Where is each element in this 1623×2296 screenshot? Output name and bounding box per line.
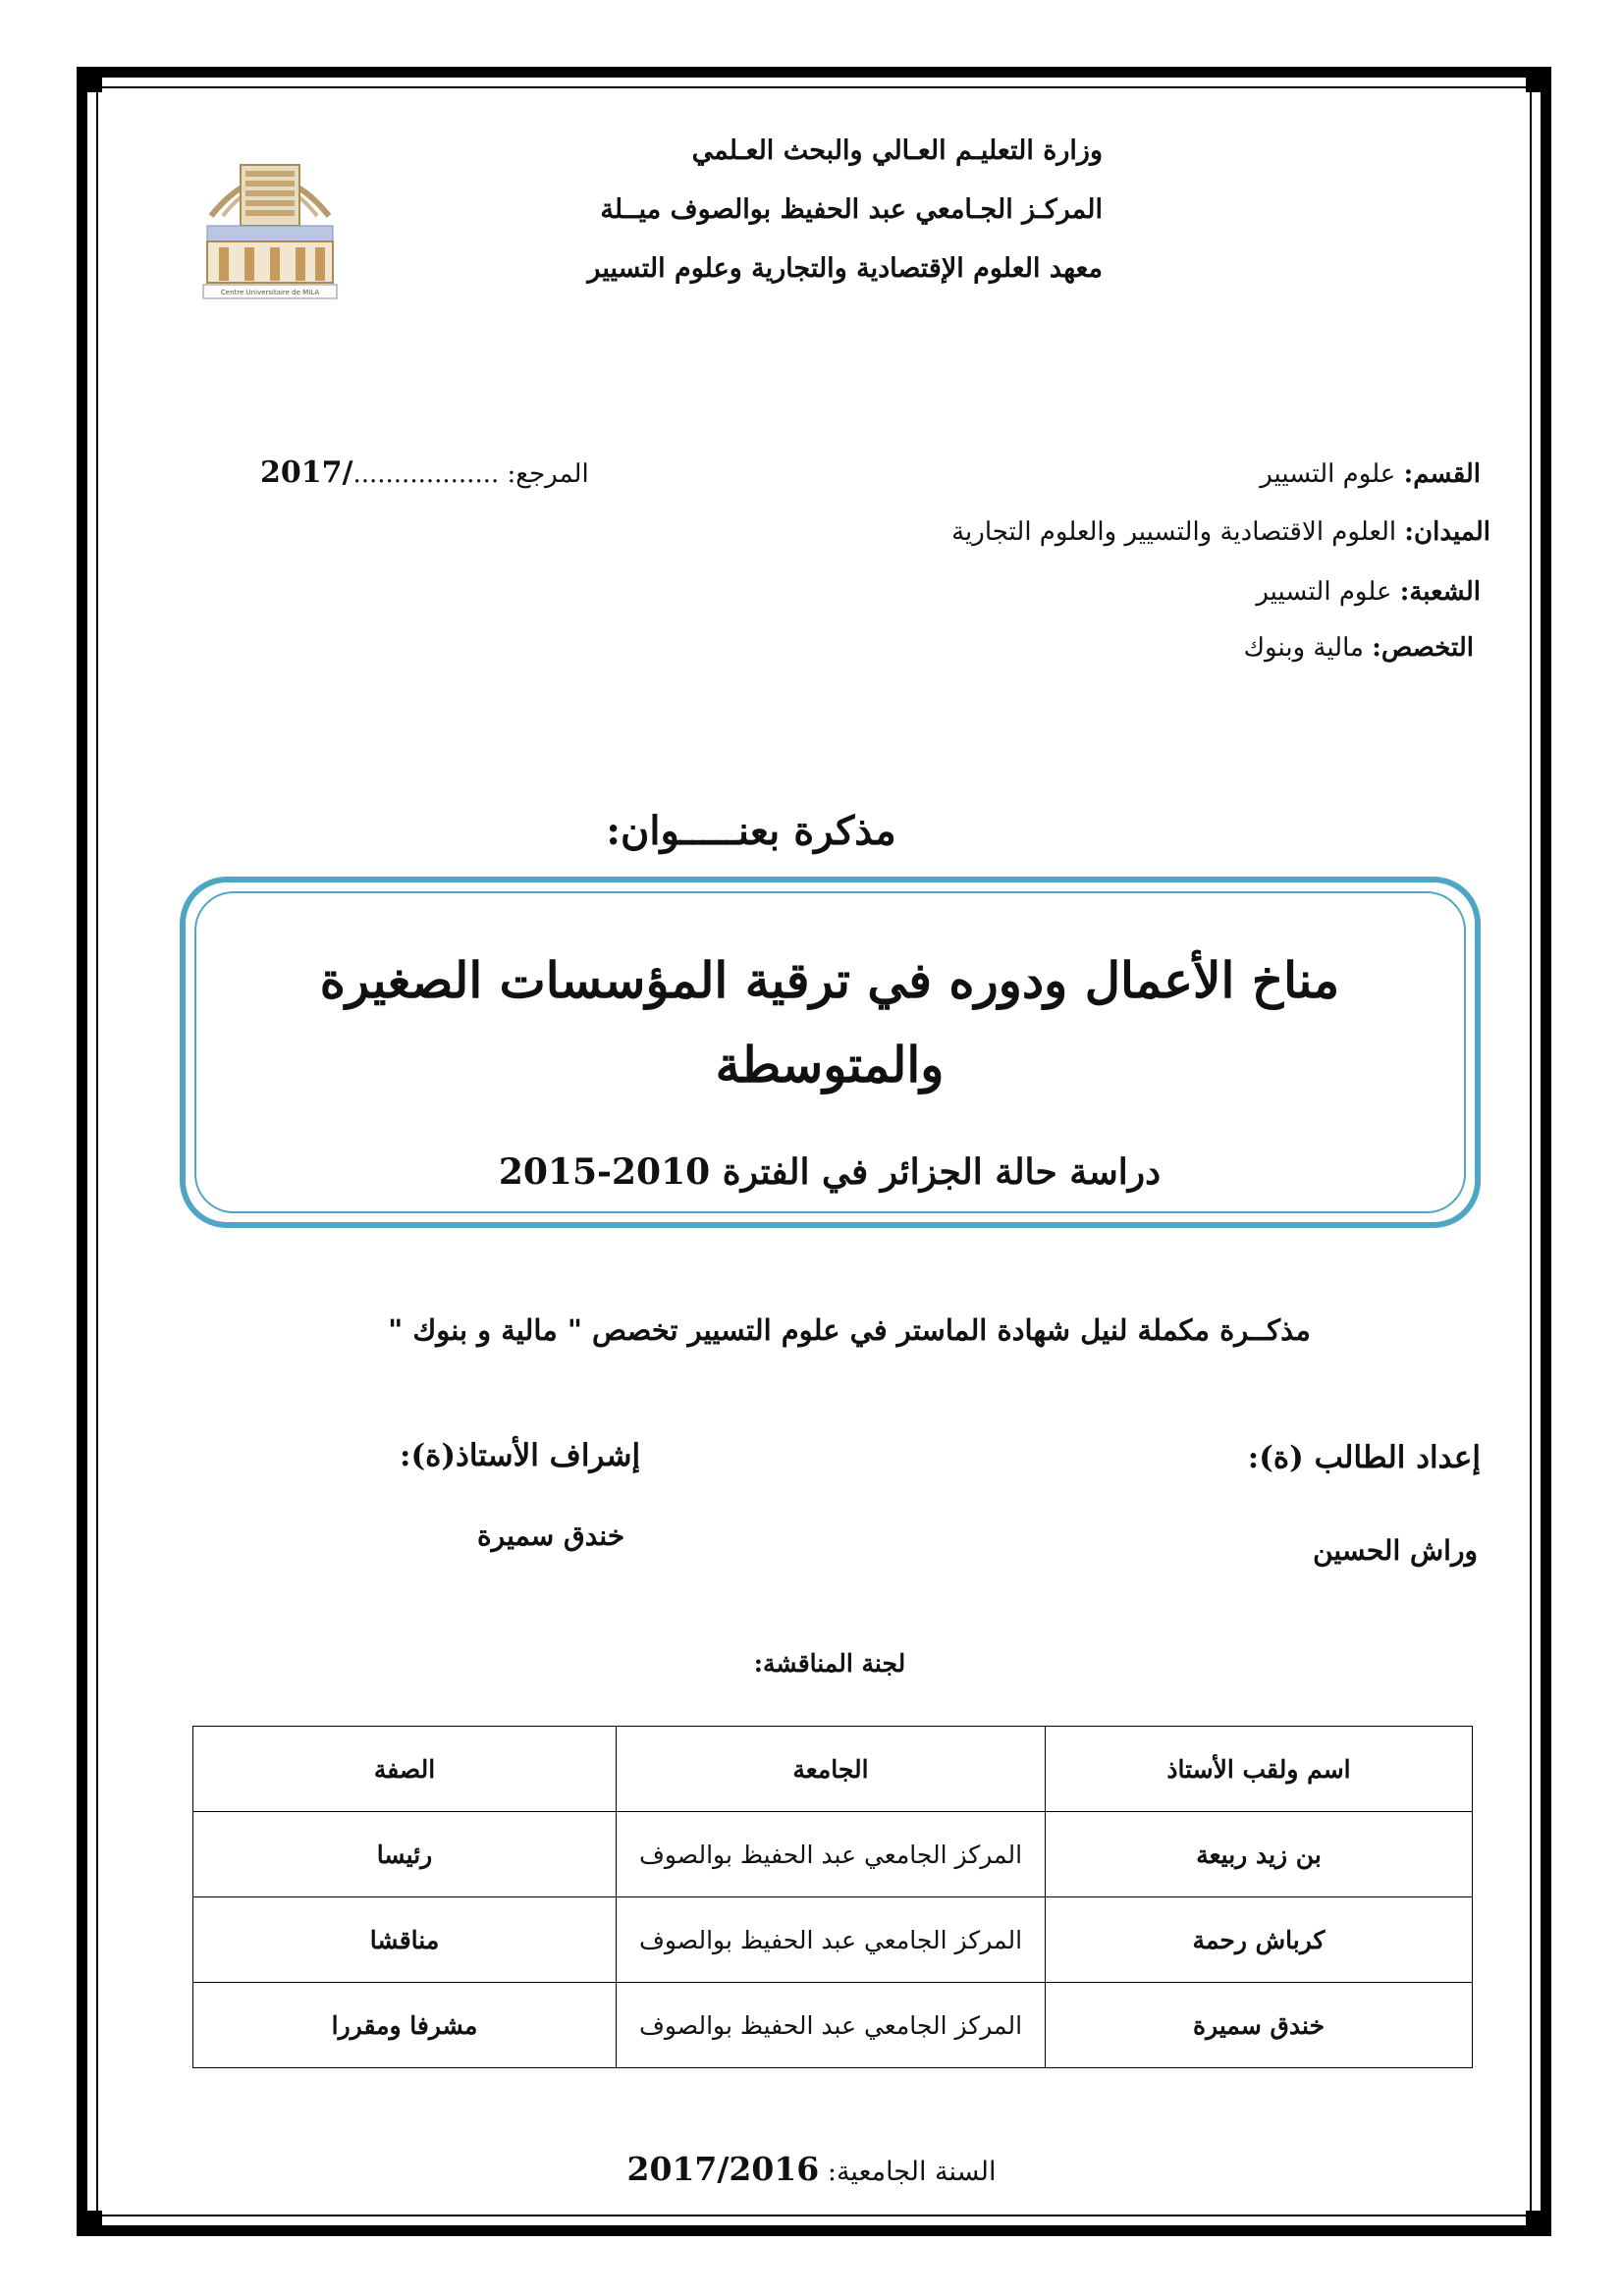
logo-caption: Centre Universitaire de MILA (220, 289, 320, 296)
member-role: رئيسا (193, 1812, 617, 1897)
member-name: كرباش رحمة (1046, 1897, 1473, 1983)
thesis-title (196, 938, 1463, 1107)
frame-corner-bottom-right (1526, 2211, 1551, 2236)
university-center-name: المركـز الجـامعي عبد الحفيظ بوالصوف ميــلة (600, 194, 1103, 225)
academic-year-line (0, 2150, 1623, 2188)
department-line (1260, 459, 1481, 489)
memo-label: مذكرة بعنـــــوان: (606, 808, 896, 854)
reference-year: /2017 (260, 455, 353, 490)
committee-title: لجنة المناقشة: (753, 1649, 906, 1678)
header-professor-name: اسم ولقب الأستاذ (1046, 1727, 1473, 1812)
table-row (193, 1897, 1473, 1983)
reference-label: المرجع: (507, 459, 589, 489)
department-value: علوم التسيير (1260, 459, 1396, 489)
field-line (951, 517, 1490, 547)
supervisor-name: خندق سميرة (477, 1520, 625, 1552)
branch-value: علوم التسيير (1256, 577, 1392, 607)
institute-name: معهد العلوم الإقتصادية والتجارية وعلوم التسيير (587, 253, 1103, 284)
frame-corner-bottom-left (77, 2211, 102, 2236)
supervisor-label: إشراف الأستاذ(ة): (400, 1438, 641, 1473)
member-name: بن زيد ربيعة (1046, 1812, 1473, 1897)
header-role: الصفة (193, 1727, 617, 1812)
member-role: مناقشا (193, 1897, 617, 1983)
table-row (193, 1983, 1473, 2068)
specialty-value: مالية وبنوك (1243, 633, 1364, 663)
thesis-title-line-1: مناخ الأعمال ودوره في ترقية المؤسسات الصغيرة (319, 951, 1340, 1009)
header-university: الجامعة (617, 1727, 1046, 1812)
academic-year-label: السنة الجامعية: (827, 2157, 997, 2187)
member-university: المركز الجامعي عبد الحفيظ بوالصوف (617, 1983, 1046, 2068)
table-row (193, 1812, 1473, 1897)
member-name: خندق سميرة (1046, 1983, 1473, 2068)
frame-corner-top-left (77, 67, 102, 92)
member-university: المركز الجامعي عبد الحفيظ بوالصوف (617, 1897, 1046, 1983)
field-value: العلوم الاقتصادية والتسيير والعلوم التجارية (951, 517, 1397, 547)
university-building-logo (201, 147, 339, 302)
thesis-subtitle: دراسة حالة الجزائر في الفترة 2010-2015 (498, 1151, 1162, 1193)
member-role: مشرفا ومقررا (193, 1983, 617, 2068)
academic-year-value: 2017/2016 (626, 2150, 820, 2188)
student-name: وراش الحسين (1313, 1534, 1478, 1567)
committee-header-row (193, 1727, 1473, 1812)
student-label: إعداد الطالب (ة): (1247, 1440, 1481, 1475)
branch-label: الشعبة: (1399, 577, 1481, 607)
specialty-label: التخصص: (1372, 633, 1474, 663)
degree-statement: مذكــرة مكملة لنيل شهادة الماستر في علوم التسيير تخصص " مالية و بنوك " (388, 1313, 1311, 1347)
reference-line (260, 455, 589, 490)
ministry-name: وزارة التعليـم العـالي والبحث العـلمي (691, 135, 1103, 166)
frame-corner-top-right (1526, 67, 1551, 92)
branch-line (1256, 577, 1481, 607)
committee-table (192, 1726, 1473, 2068)
specialty-line (1244, 633, 1474, 663)
reference-dots: .................. (352, 459, 500, 489)
member-university: المركز الجامعي عبد الحفيظ بوالصوف (617, 1812, 1046, 1897)
thesis-title-line-2: والمتوسطة (715, 1036, 945, 1094)
field-label: الميدان: (1404, 517, 1490, 547)
department-label: القسم: (1403, 459, 1481, 489)
